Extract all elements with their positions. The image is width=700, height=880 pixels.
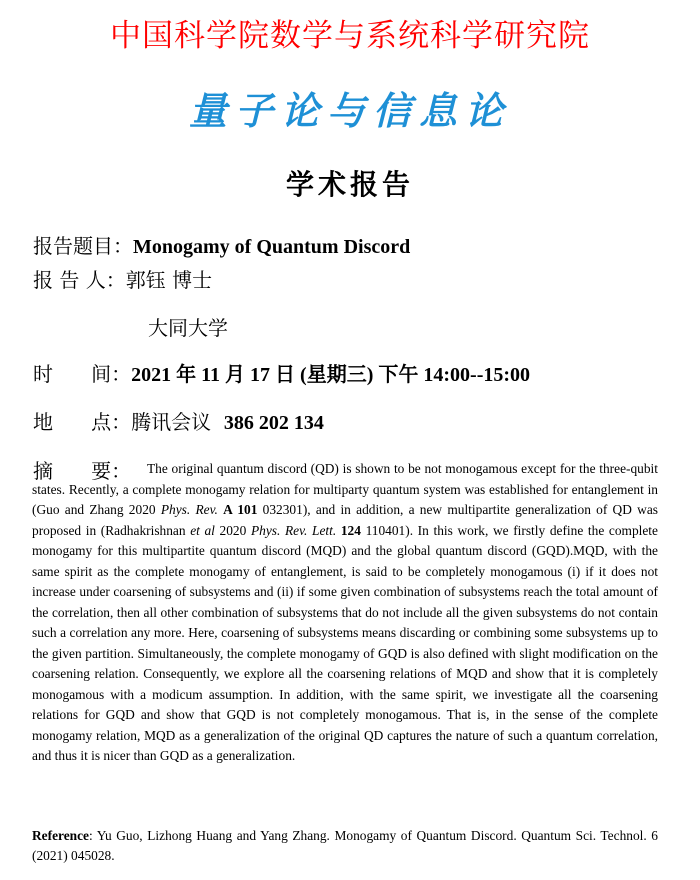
ref1-volume: A 101 <box>223 502 258 517</box>
institute-title: 中国科学院数学与系统科学研究院 <box>110 18 590 54</box>
place-label: 地 点： <box>33 410 132 434</box>
place-row <box>33 406 324 435</box>
etal: et al <box>190 522 215 538</box>
speaker-name: 郭钰 博士 <box>125 268 213 292</box>
speaker-row <box>33 264 212 293</box>
abstract-label: 摘 要： <box>33 459 132 483</box>
ref2-volume: 124 <box>340 522 361 538</box>
reference-text: : Yu Guo, Lizhong Huang and Yang Zhang. Monogamy of Quantum Discord. Quantum Sci. Technol. 6 (2021) 045028. <box>32 828 658 863</box>
title-row <box>33 230 410 259</box>
talk-heading: 学术报告 <box>285 168 414 201</box>
reference-label: Reference <box>32 828 89 843</box>
speaker-affiliation: 大同大学 <box>148 316 228 340</box>
abstract-part4: 110401). In this work, we firstly define the complete monogamy for this multipartite quantum discord (MQD) and the global quantum discord (GQD).MQD, with the same spirit as the complete monogamy of entanglement, is said to be completely monogamous (i) if it does not increase under coarsening of subsystems and (ii) if some given combination of subsystems reach the total amount of the correlation, then all other combination of subsystems that do not include all the given subsystems do not contain such a correlation any more. Here, coarsening of subsystems means discarding or combining some subsystems up to the given partition. Simultaneously, the complete monogamy of GQD is also defined with slight modification on the coarsening relation. Consequently, we explore all the coarsening relations of MQD and show that it is completely monogamous with a modicum assumption. In addition, with the same spirit, we investigate all the coarsening relations for GQD and show that GQD is not completely monogamous. That is, in the sense of the complete monogamy relation, MQD as a generalization of the original QD captures the nature of such a quantum correlation, and thus it is nicer than GQD as a generalization. <box>32 522 658 763</box>
place-platform: 腾讯会议 <box>131 410 212 434</box>
abstract-part3: 2020 <box>214 522 251 538</box>
ref2-journal: Phys. Rev. Lett. <box>250 522 337 538</box>
time-label: 时 间： <box>33 362 132 386</box>
talk-title: Monogamy of Quantum Discord <box>133 236 411 258</box>
seminar-title: 量子论与信息论 <box>188 88 511 133</box>
abstract-part2: 032301), and in addition, a new multipartite generalization of QD was proposed in (Radhakrishnan <box>32 502 658 538</box>
reference <box>32 826 658 866</box>
title-label: 报告题目： <box>33 234 133 258</box>
talk-time: 2021 年 11 月 17 日 (星期三) 下午 14:00--15:00 <box>131 364 531 386</box>
abstract-part1: The original quantum discord (QD) is shown to be not monogamous except for the three-qubit states. Recently, a complete monogamy relation for multiparty quantum system was established for entanglement in (Guo and Zhang 2020 <box>32 461 658 517</box>
speaker-label: 报 告 人： <box>33 268 126 292</box>
meeting-id: 386 202 134 <box>223 412 324 434</box>
time-row <box>33 358 530 387</box>
abstract-text <box>32 459 658 767</box>
ref1-journal: Phys. Rev. <box>160 502 218 517</box>
